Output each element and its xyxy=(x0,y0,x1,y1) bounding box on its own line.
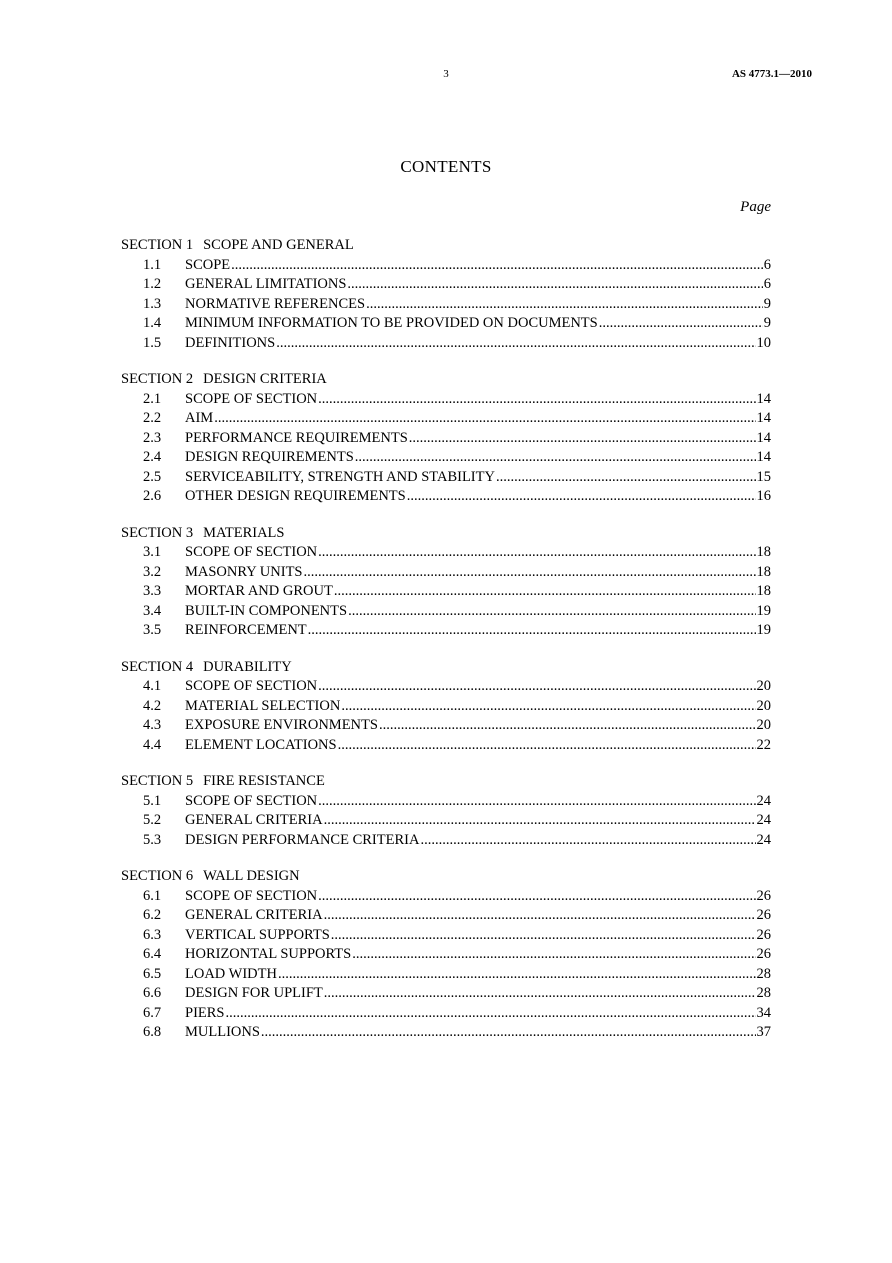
entry-title: MATERIAL SELECTION xyxy=(185,697,341,714)
entry-number: 4.1 xyxy=(143,678,162,694)
entry-number: 1.1 xyxy=(143,256,162,273)
entry-number: 5.2 xyxy=(143,812,162,828)
toc-section xyxy=(121,370,771,507)
toc-entry[interactable] xyxy=(121,1004,771,1024)
dot-leader xyxy=(355,448,756,468)
entry-title: SCOPE OF SECTION xyxy=(185,390,318,407)
dot-leader xyxy=(409,429,756,449)
entry-number: 3.3 xyxy=(143,583,162,599)
entry-number: 6.6 xyxy=(143,985,162,1001)
dot-leader xyxy=(496,468,756,488)
entry-title: SCOPE OF SECTION xyxy=(185,544,318,560)
entry-page-number: 20 xyxy=(756,697,771,714)
entry-number: 2.6 xyxy=(143,488,162,504)
entry-title: MULLIONS xyxy=(185,1024,260,1040)
entry-page-number: 14 xyxy=(756,449,771,465)
entry-page-number: 26 xyxy=(756,946,771,962)
entry-number: 1.3 xyxy=(143,295,162,312)
entry-title: BUILT-IN COMPONENTS xyxy=(185,602,348,619)
entry-page-number: 14 xyxy=(756,429,771,446)
page-column-label: Page xyxy=(740,199,771,215)
dot-leader xyxy=(407,487,756,507)
entry-page-number: 26 xyxy=(756,907,771,923)
section-heading xyxy=(121,772,771,792)
entry-number: 1.5 xyxy=(143,334,162,351)
entry-number: 6.2 xyxy=(143,907,162,923)
toc-section xyxy=(121,867,771,1043)
toc-entry[interactable] xyxy=(121,295,771,315)
toc-entry[interactable] xyxy=(121,334,771,354)
section-heading xyxy=(121,658,771,678)
toc-entry[interactable] xyxy=(121,887,771,907)
section-title: DURABILITY xyxy=(203,658,292,675)
entry-number: 5.3 xyxy=(143,831,162,848)
entry-number: 2.5 xyxy=(143,468,162,485)
entry-page-number: 14 xyxy=(756,410,771,426)
section-title: FIRE RESISTANCE xyxy=(203,773,325,789)
dot-leader xyxy=(318,887,755,907)
dot-leader xyxy=(324,906,756,926)
section-title: MATERIALS xyxy=(203,524,285,541)
toc-entry[interactable] xyxy=(121,965,771,985)
toc-section xyxy=(121,772,771,850)
toc-entry[interactable] xyxy=(121,390,771,410)
entry-title: REINFORCEMENT xyxy=(185,622,307,638)
dot-leader xyxy=(226,1004,756,1024)
entry-number: 2.1 xyxy=(143,390,162,407)
toc-entry[interactable] xyxy=(121,582,771,602)
entry-title: MASONRY UNITS xyxy=(185,563,303,580)
toc-entry[interactable] xyxy=(121,716,771,736)
entry-page-number: 18 xyxy=(756,583,771,599)
section-title: DESIGN CRITERIA xyxy=(203,371,327,387)
entry-title: SCOPE OF SECTION xyxy=(185,678,318,694)
entry-title: GENERAL CRITERIA xyxy=(185,812,323,828)
toc-entry[interactable] xyxy=(121,275,771,295)
toc-entry[interactable] xyxy=(121,602,771,622)
entry-title: MINIMUM INFORMATION TO BE PROVIDED ON DOCUMENTS xyxy=(185,315,598,331)
entry-page-number: 37 xyxy=(756,1024,771,1040)
section-heading xyxy=(121,236,771,256)
entry-number: 1.2 xyxy=(143,276,162,292)
entry-title: HORIZONTAL SUPPORTS xyxy=(185,946,352,962)
toc-entry[interactable] xyxy=(121,543,771,563)
entry-number: 6.7 xyxy=(143,1004,162,1021)
section-label: SECTION 3 xyxy=(121,524,194,541)
entry-page-number: 24 xyxy=(756,812,771,828)
dot-leader xyxy=(379,716,756,736)
dot-leader xyxy=(304,563,756,583)
toc-entry[interactable] xyxy=(121,256,771,276)
entry-number: 6.4 xyxy=(143,946,162,962)
toc-entry[interactable] xyxy=(121,1023,771,1043)
toc-entry[interactable] xyxy=(121,448,771,468)
entry-number: 3.5 xyxy=(143,622,162,638)
section-label: SECTION 2 xyxy=(121,371,194,387)
entry-number: 6.5 xyxy=(143,965,162,982)
entry-page-number: 15 xyxy=(756,468,771,485)
entry-title: SCOPE OF SECTION xyxy=(185,887,318,904)
toc-entry[interactable] xyxy=(121,792,771,812)
dot-leader xyxy=(366,295,763,315)
dot-leader xyxy=(261,1023,756,1043)
entry-page-number: 14 xyxy=(756,390,771,407)
entry-page-number: 22 xyxy=(756,736,771,753)
entry-title: GENERAL CRITERIA xyxy=(185,907,323,923)
entry-title: SCOPE xyxy=(185,256,231,273)
entry-title: AIM xyxy=(185,410,214,426)
entry-page-number: 6 xyxy=(763,256,771,273)
toc-entry[interactable] xyxy=(121,487,771,507)
toc-entry[interactable] xyxy=(121,563,771,583)
dot-leader xyxy=(341,697,755,717)
toc-entry[interactable] xyxy=(121,831,771,851)
entry-number: 3.2 xyxy=(143,563,162,580)
section-title: WALL DESIGN xyxy=(203,868,300,884)
entry-page-number: 24 xyxy=(756,831,771,848)
entry-title: DEFINITIONS xyxy=(185,334,276,351)
entry-number: 2.4 xyxy=(143,449,162,465)
entry-title: MORTAR AND GROUT xyxy=(185,583,333,599)
entry-title: NORMATIVE REFERENCES xyxy=(185,295,366,312)
dot-leader xyxy=(331,926,756,946)
dot-leader xyxy=(599,314,763,334)
entry-title: PIERS xyxy=(185,1004,225,1021)
toc-entry[interactable] xyxy=(121,906,771,926)
entry-number: 6.3 xyxy=(143,926,162,943)
entry-page-number: 16 xyxy=(756,488,771,504)
toc-section xyxy=(121,658,771,756)
entry-title: OTHER DESIGN REQUIREMENTS xyxy=(185,488,406,504)
entry-title: LOAD WIDTH xyxy=(185,965,277,982)
dot-leader xyxy=(334,582,756,602)
entry-title: DESIGN FOR UPLIFT xyxy=(185,985,323,1001)
dot-leader xyxy=(308,621,756,641)
entry-page-number: 24 xyxy=(756,792,771,809)
entry-number: 4.4 xyxy=(143,736,162,753)
entry-page-number: 20 xyxy=(756,678,771,694)
entry-title: DESIGN PERFORMANCE CRITERIA xyxy=(185,831,420,848)
dot-leader xyxy=(318,390,755,410)
toc-entry[interactable] xyxy=(121,697,771,717)
dot-leader xyxy=(214,409,755,429)
entry-page-number: 28 xyxy=(756,965,771,982)
entry-number: 6.8 xyxy=(143,1024,162,1040)
entry-page-number: 26 xyxy=(756,887,771,904)
section-label: SECTION 1 xyxy=(121,237,194,253)
toc-section xyxy=(121,524,771,641)
entry-title: VERTICAL SUPPORTS xyxy=(185,926,330,943)
toc-entry[interactable] xyxy=(121,945,771,965)
entry-number: 1.4 xyxy=(143,315,162,331)
section-title: SCOPE AND GENERAL xyxy=(203,237,354,253)
entry-page-number: 9 xyxy=(763,295,771,312)
contents-title: CONTENTS xyxy=(400,157,492,176)
section-label: SECTION 5 xyxy=(121,773,194,789)
document-code: AS 4773.1—2010 xyxy=(731,68,812,80)
entry-page-number: 18 xyxy=(756,563,771,580)
dot-leader xyxy=(318,677,755,697)
dot-leader xyxy=(420,831,755,851)
dot-leader xyxy=(347,275,762,295)
dot-leader xyxy=(338,736,756,756)
toc-entry[interactable] xyxy=(121,926,771,946)
entry-title: PERFORMANCE REQUIREMENTS xyxy=(185,429,408,446)
entry-number: 6.1 xyxy=(143,887,162,904)
section-label: SECTION 6 xyxy=(121,868,194,884)
entry-page-number: 10 xyxy=(756,334,771,351)
entry-title: SERVICEABILITY, STRENGTH AND STABILITY xyxy=(185,468,495,485)
dot-leader xyxy=(348,602,755,622)
entry-title: SCOPE OF SECTION xyxy=(185,792,318,809)
entry-page-number: 28 xyxy=(756,985,771,1001)
entry-page-number: 26 xyxy=(756,926,771,943)
entry-page-number: 34 xyxy=(756,1004,771,1021)
toc-entry[interactable] xyxy=(121,429,771,449)
toc-entry[interactable] xyxy=(121,409,771,429)
dot-leader xyxy=(324,984,756,1004)
table-of-contents xyxy=(121,236,771,1060)
section-heading xyxy=(121,867,771,887)
entry-page-number: 6 xyxy=(763,276,771,292)
dot-leader xyxy=(318,543,755,563)
dot-leader xyxy=(318,792,755,812)
toc-entry[interactable] xyxy=(121,468,771,488)
entry-title: DESIGN REQUIREMENTS xyxy=(185,449,354,465)
dot-leader xyxy=(276,334,755,354)
section-heading xyxy=(121,524,771,544)
entry-number: 4.3 xyxy=(143,717,162,733)
dot-leader xyxy=(324,811,756,831)
entry-title: ELEMENT LOCATIONS xyxy=(185,736,337,753)
dot-leader xyxy=(231,256,763,276)
entry-number: 5.1 xyxy=(143,792,162,809)
toc-entry[interactable] xyxy=(121,314,771,334)
entry-title: EXPOSURE ENVIRONMENTS xyxy=(185,717,378,733)
toc-entry[interactable] xyxy=(121,621,771,641)
section-heading xyxy=(121,370,771,390)
section-label: SECTION 4 xyxy=(121,658,194,675)
toc-entry[interactable] xyxy=(121,736,771,756)
entry-number: 3.4 xyxy=(143,602,162,619)
toc-entry[interactable] xyxy=(121,677,771,697)
entry-page-number: 9 xyxy=(763,315,771,331)
entry-page-number: 18 xyxy=(756,544,771,560)
dot-leader xyxy=(352,945,755,965)
entry-number: 4.2 xyxy=(143,697,162,714)
toc-entry[interactable] xyxy=(121,811,771,831)
page-number: 3 xyxy=(443,68,449,80)
entry-number: 2.2 xyxy=(143,410,162,426)
entry-page-number: 19 xyxy=(756,622,771,638)
entry-number: 2.3 xyxy=(143,429,162,446)
entry-page-number: 19 xyxy=(756,602,771,619)
entry-page-number: 20 xyxy=(756,717,771,733)
dot-leader xyxy=(278,965,756,985)
toc-section xyxy=(121,236,771,353)
entry-title: GENERAL LIMITATIONS xyxy=(185,276,347,292)
entry-number: 3.1 xyxy=(143,544,162,560)
toc-entry[interactable] xyxy=(121,984,771,1004)
